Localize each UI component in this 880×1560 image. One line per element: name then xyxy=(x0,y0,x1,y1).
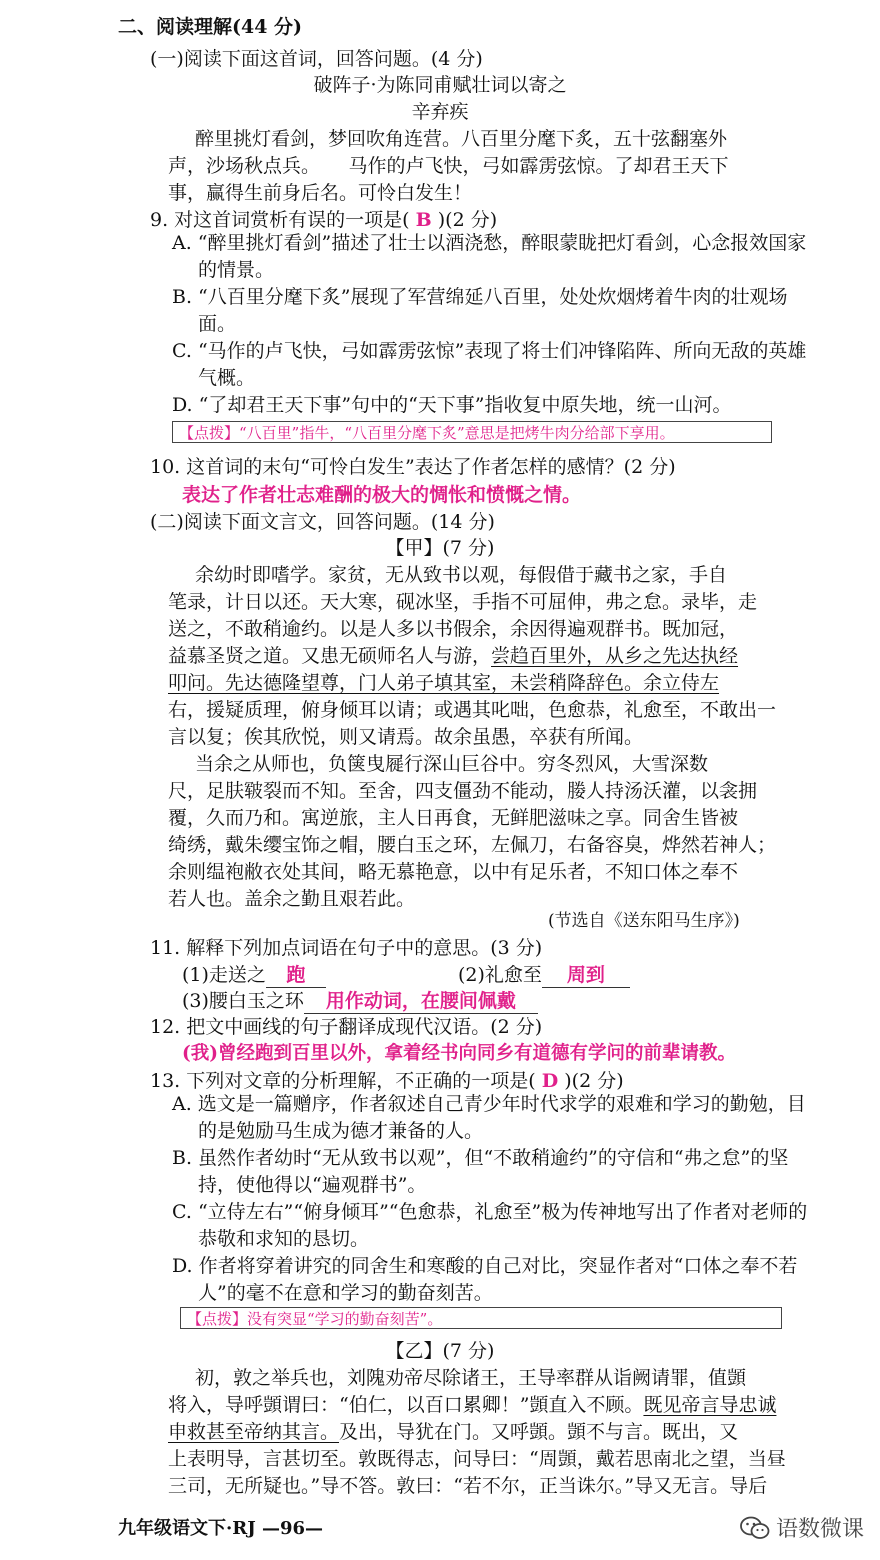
part1-heading: (一)阅读下面这首词，回答问题。(4 分) xyxy=(150,48,483,70)
q13-option-d: D. 作者将穿着讲究的同舍生和寒酸的自己对比，突显作者对“口体之奉不若人”的毫不在意和学习的勤奋刻苦。 xyxy=(172,1255,798,1304)
yi-line: 三司，无所疑也。”导不答。敦曰：“若不尔，正当诛尔。”导又无言。导后 xyxy=(168,1475,768,1497)
q11-item-2 xyxy=(458,960,630,988)
q11-item-1 xyxy=(182,960,326,988)
poem-line: 醉里挑灯看剑，梦回吹角连营。八百里分麾下炙，五十弦翻塞外 xyxy=(195,128,728,150)
yi-line: 上表明导，言甚切至。敦既得志，问导曰：“周顗，戴若思南北之望，当昼 xyxy=(168,1448,786,1470)
question-11: 11. 解释下列加点词语在句子中的意思。(3 分) xyxy=(150,937,543,959)
jia-title: 【甲】(7 分) xyxy=(385,537,495,559)
yi-line: 初，敦之举兵也，刘隗劝帝尽除诸王，王导率群从诣阙请罪，值顗 xyxy=(195,1367,747,1389)
q11-item-2-answer: 周到 xyxy=(542,960,630,988)
jia-line: 余幼时即嗜学。家贫，无从致书以观，每假借于藏书之家，手自 xyxy=(195,564,728,586)
q9-stem: 9. 对这首词赏析有误的一项是( xyxy=(150,209,410,231)
underlined-sentence: 既见帝言导忠诚 xyxy=(643,1394,777,1416)
q11-item-2-label: (2)礼愈至 xyxy=(458,964,542,986)
q9-tip-box: 【点拨】“八百里”指牛，“八百里分麾下炙”意思是把烤牛肉分给部下享用。 xyxy=(172,421,772,443)
question-12: 12. 把文中画线的句子翻译成现代汉语。(2 分) xyxy=(150,1016,543,1038)
yi-title: 【乙】(7 分) xyxy=(385,1340,495,1362)
jia-line: 笔录，计日以还。天大寒，砚冰坚，手指不可屈伸，弗之怠。录毕，走 xyxy=(168,591,758,613)
jia-p2-line: 当余之从师也，负箧曳屣行深山巨谷中。穷冬烈风，大雪深数 xyxy=(195,753,709,775)
jia-p2-line: 若人也。盖余之勤且艰若此。 xyxy=(168,888,416,910)
source-note: (节选自《送东阳马生序》) xyxy=(548,911,740,931)
poem-title: 破阵子·为陈同甫赋壮词以寄之 xyxy=(313,74,567,96)
q11-item-1-answer: 跑 xyxy=(266,960,326,988)
section-title: 二、阅读理解(44 分) xyxy=(118,16,303,38)
jia-line: 言以复；俟其欣悦，则又请焉。故余虽愚，卒获有所闻。 xyxy=(168,726,644,748)
poem-line: 事，赢得生前身后名。可怜白发生！ xyxy=(168,182,473,204)
jia-line xyxy=(168,641,738,668)
underlined-sentence: 尝趋百里外，从乡之先达执经 xyxy=(491,645,739,667)
q13-tip-box: 【点拨】没有突显“学习的勤奋刻苦”。 xyxy=(180,1307,782,1329)
page-footer: 九年级语文下·RJ —96— xyxy=(118,1518,324,1539)
jia-p2-line: 尺，足肤皲裂而不知。至舍，四支僵劲不能动，媵人持汤沃灌，以衾拥 xyxy=(168,780,758,802)
q13-stem: 13. 下列对文章的分析理解，不正确的一项是( xyxy=(150,1070,536,1092)
yi-line xyxy=(168,1417,738,1444)
q12-answer: (我)曾经跑到百里以外，拿着经书向同乡有道德有学问的前辈请教。 xyxy=(182,1043,737,1064)
q11-item-3-label: (3)腰白玉之环 xyxy=(182,990,304,1012)
part2-heading: (二)阅读下面文言文，回答问题。(14 分) xyxy=(150,511,495,533)
q13-answer: D xyxy=(541,1070,559,1092)
jia-line: 右，援疑质理，俯身倾耳以请；或遇其叱咄，色愈恭，礼愈至，不敢出一 xyxy=(168,699,777,721)
wechat-icon xyxy=(740,1515,770,1541)
q13-option-a: A. 选文是一篇赠序，作者叙述自己青少年时代求学的艰难和学习的勤勉，目的是勉励马生成为德才兼备的人。 xyxy=(172,1093,806,1142)
watermark xyxy=(740,1512,864,1543)
q9-answer: B xyxy=(415,209,432,231)
q13-option-c: C. “立侍左右”“俯身倾耳”“色愈恭，礼愈至”极为传神地写出了作者对老师的恭敬和求知的恳切。 xyxy=(172,1201,808,1250)
q9-option-c: C. “马作的卢飞快，弓如霹雳弦惊”表现了将士们冲锋陷阵、所向无敌的英雄气概。 xyxy=(172,340,807,389)
q10-answer: 表达了作者壮志难酬的极大的惆怅和愤慨之情。 xyxy=(182,484,582,506)
underlined-sentence-end: 叩问。 xyxy=(168,672,226,694)
q9-option-b: B. “八百里分麾下炙”展现了军营绵延八百里，处处炊烟烤着牛肉的壮观场面。 xyxy=(172,286,788,335)
q9-option-a: A. “醉里挑灯看剑”描述了壮士以酒浇愁，醉眼蒙眬把灯看剑，心念报效国家的情景。 xyxy=(172,232,807,281)
q9-option-d: D. “了却君王天下事”句中的“天下事”指收复中原失地，统一山河。 xyxy=(172,394,732,416)
underlined-sentence-end: 申救甚至帝纳其言。 xyxy=(168,1421,340,1443)
yi-text: 及出，导犹在门。又呼顗。顗不与言。既出，又 xyxy=(339,1421,739,1443)
underlined-text: 先达德隆望尊，门人弟子填其室，未尝稍降辞色。余立侍左 xyxy=(225,672,720,694)
q11-item-3-answer: 用作动词，在腰间佩戴 xyxy=(304,986,538,1014)
q13-stem-end: )(2 分) xyxy=(564,1070,624,1092)
poem-author: 辛弃疾 xyxy=(411,101,469,123)
jia-line xyxy=(168,668,719,695)
jia-line: 送之，不敢稍逾约。以是人多以书假余，余因得遍观群书。既加冠， xyxy=(168,618,739,640)
poem-line: 声，沙场秋点兵。 马作的卢飞快，弓如霹雳弦惊。了却君王天下 xyxy=(168,155,729,177)
q11-item-3 xyxy=(182,986,538,1014)
watermark-text: 语数微课 xyxy=(776,1517,865,1542)
q11-item-1-label: (1)走送之 xyxy=(182,964,266,986)
jia-text: 益慕圣贤之道。又患无硕师名人与游， xyxy=(168,645,492,667)
question-9 xyxy=(150,205,497,232)
q13-option-b: B. 虽然作者幼时“无从致书以观”，但“不敢稍逾约”的守信和“弗之怠”的坚持，使他得以“遍观群书”。 xyxy=(172,1147,789,1196)
jia-p2-line: 覆，久而乃和。寓逆旅，主人日再食，无鲜肥滋味之享。同舍生皆被 xyxy=(168,807,739,829)
question-13 xyxy=(150,1066,624,1093)
yi-text: 将入，导呼顗谓曰：“伯仁，以百口累卿！”顗直入不顾。 xyxy=(168,1394,644,1416)
question-10: 10. 这首词的末句“可怜白发生”表达了作者怎样的感情？(2 分) xyxy=(150,456,676,478)
yi-line xyxy=(168,1390,776,1417)
q9-stem-end: )(2 分) xyxy=(437,209,498,231)
jia-p2-line: 余则缊袍敝衣处其间，略无慕艳意，以中有足乐者，不知口体之奉不 xyxy=(168,861,739,883)
jia-p2-line: 绮绣，戴朱缨宝饰之帽，腰白玉之环，左佩刀，右备容臭，烨然若神人； xyxy=(168,834,777,856)
